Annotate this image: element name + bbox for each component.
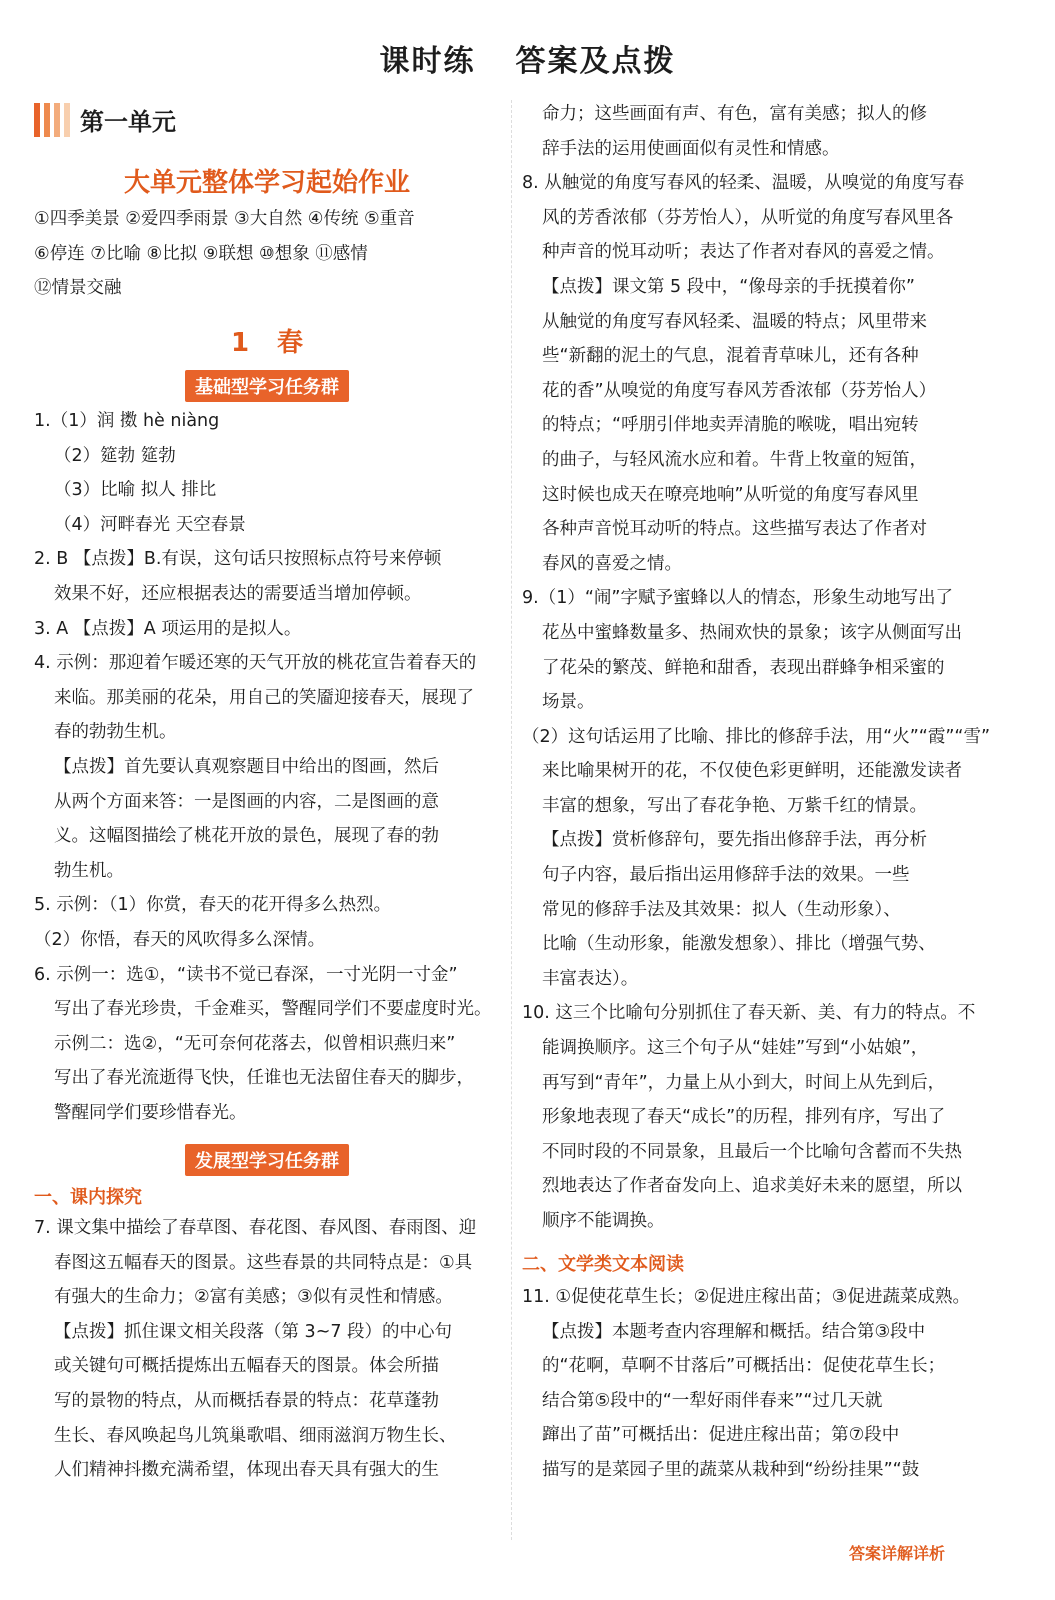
answer-line: 了花朵的繁茂、鲜艳和甜香，表现出群蜂争相采蜜的 — [542, 657, 945, 678]
unit-heading — [34, 102, 500, 137]
banner-dev — [34, 1144, 500, 1176]
answer-line: 勃生机。 — [54, 860, 124, 881]
answer-line: 来比喻果树开的花，不仅使色彩更鲜明，还能激发读者 — [542, 761, 962, 782]
answer-line: 丰富的想象，写出了春花争艳、万紫千红的情景。 — [542, 795, 927, 816]
answer-line: 春风的喜爱之情。 — [542, 553, 682, 574]
lesson-number: 1 — [230, 328, 250, 358]
answer-line: 比喻（生动形象，能激发想象）、排比（增强气势、 — [542, 934, 936, 955]
answers-dev-left — [34, 1211, 500, 1488]
page-title-right: 答案及点拨 — [515, 44, 676, 79]
answer-line: 【点拨】首先要认真观察题目中给出的图画，然后 — [54, 756, 439, 777]
answer-line: （2）这句话运用了比喻、排比的修辞手法，用“火”“霞”“雪” — [522, 726, 991, 747]
answer-line: 顺序不能调换。 — [542, 1211, 665, 1231]
answer-line: （2）你悟，春天的风吹得多么深情。 — [34, 929, 326, 950]
answer-line: 义。这幅图描绘了桃花开放的景色，展现了春的勃 — [54, 826, 439, 847]
lesson-title — [34, 322, 500, 359]
answer-line: 花丛中蜜蜂数量多、热闹欢快的景象；该字从侧面写出 — [542, 622, 962, 643]
vocab-line: ⑥停连 ⑦比喻 ⑧比拟 ⑨联想 ⑩想象 ⑪感情 — [34, 243, 368, 264]
banner-basic-label: 基础型学习任务群 — [185, 370, 349, 402]
answer-line: 1.（1）润 擞 hè niàng — [34, 411, 220, 431]
unit-stripes — [34, 103, 70, 137]
answer-line: 8. 从触觉的角度写春风的轻柔、温暖，从嗅觉的角度写春 — [522, 173, 965, 194]
sub-heading-inner: 一、课内探究 — [34, 1187, 142, 1208]
answer-line: 【点拨】抓住课文相关段落（第 3~7 段）的中心句 — [54, 1321, 453, 1342]
answer-line: 花的香”从嗅觉的角度写春风芳香浓郁（芬芳怡人） — [542, 380, 937, 401]
lesson-name: 春 — [277, 328, 304, 358]
answers-right — [522, 97, 1000, 1239]
answer-line: 示例二：选②，“无可奈何花落去，似曾相识燕归来” — [54, 1033, 456, 1054]
answer-line: （4）河畔春光 天空春景 — [54, 514, 246, 535]
page-title-left: 课时练 — [379, 44, 476, 79]
answer-line: 能调换顺序。这三个句子从“娃娃”写到“小姑娘”， — [542, 1038, 929, 1059]
answer-line: 的“花啊，草啊不甘落后”可概括出：促使花草生长； — [542, 1356, 946, 1377]
answer-line: 烈地表达了作者奋发向上、追求美好未来的愿望，所以 — [542, 1176, 962, 1197]
answer-line: 【点拨】课文第 5 段中，“像母亲的手抚摸着你” — [542, 276, 915, 297]
answer-line: 写的景物的特点，从而概括春景的特点：花草蓬勃 — [54, 1390, 439, 1411]
column-divider — [511, 100, 512, 1540]
answer-line: 风的芳香浓郁（芬芳怡人），从听觉的角度写春风里各 — [542, 207, 954, 228]
answer-line: 从两个方面来答：一是图画的内容，二是图画的意 — [54, 791, 439, 812]
answer-line: 6. 示例一：选①，“读书不觉已春深，一寸光阴一寸金” — [34, 964, 458, 985]
section-title: 大单元整体学习起始作业 — [123, 168, 410, 198]
answer-line: 种声音的悦耳动听；表达了作者对春风的喜爱之情。 — [542, 242, 945, 263]
answer-line: 警醒同学们要珍惜春光。 — [54, 1102, 247, 1123]
answer-line: 的曲子，与轻风流水应和着。牛背上牧童的短笛， — [542, 449, 927, 470]
answer-line: 春的勃勃生机。 — [54, 722, 177, 743]
banner-dev-label: 发展型学习任务群 — [185, 1144, 349, 1176]
answers-basic — [34, 404, 500, 1130]
answer-line: 蹿出了苗”可概括出：促进庄稼出苗；第⑦段中 — [542, 1425, 900, 1446]
answer-line: 生长、春风唤起鸟儿筑巢歌唱、细雨滋润万物生长、 — [54, 1425, 457, 1446]
page-title — [0, 36, 1055, 80]
answer-line: 场景。 — [542, 692, 595, 713]
answer-line: 【点拨】赏析修辞句，要先指出修辞手法，再分析 — [542, 830, 927, 851]
answer-line: 描写的是菜园子里的蔬菜从栽种到“纷纷挂果”“鼓 — [542, 1459, 920, 1480]
answer-line: 效果不好，还应根据表达的需要适当增加停顿。 — [54, 583, 422, 604]
answers-reading — [522, 1280, 1000, 1488]
unit-title: 第一单元 — [80, 108, 176, 136]
answer-line: 9.（1）“闹”字赋予蜜蜂以人的情态，形象生动地写出了 — [522, 588, 953, 609]
answer-line: 句子内容，最后指出运用修辞手法的效果。一些 — [542, 865, 910, 886]
answer-line: 常见的修辞手法及其效果：拟人（生动形象）、 — [542, 899, 901, 920]
answer-line: 来临。那美丽的花朵，用自己的笑靥迎接春天，展现了 — [54, 687, 474, 708]
answer-line: 5. 示例：（1）你赏，春天的花开得多么热烈。 — [34, 895, 392, 916]
answer-line: 3. A 【点拨】A 项运用的是拟人。 — [34, 618, 302, 639]
answer-line: 各种声音悦耳动听的特点。这些描写表达了作者对 — [542, 519, 927, 540]
answer-line: 有强大的生命力；②富有美感；③似有灵性和情感。 — [54, 1287, 453, 1308]
vocab-line: ①四季美景 ②爱四季雨景 ③大自然 ④传统 ⑤重音 — [34, 209, 415, 229]
answer-line: 春图这五幅春天的图景。这些春景的共同特点是：①具 — [54, 1252, 473, 1273]
sub-heading-reading: 二、文学类文本阅读 — [522, 1254, 684, 1275]
answer-line: 11. ①促使花草生长；②促进庄稼出苗；③促进蔬菜成熟。 — [522, 1287, 970, 1307]
vocab-line: ⑫情景交融 — [34, 278, 122, 299]
answer-line: 【点拨】本题考查内容理解和概括。结合第③段中 — [542, 1321, 926, 1342]
answer-line: 2. B 【点拨】B.有误，这句话只按照标点符号来停顿 — [34, 549, 442, 570]
answer-line: 或关键句可概括提炼出五幅春天的图景。体会所描 — [54, 1356, 439, 1377]
answer-line: 形象地表现了春天“成长”的历程，排列有序，写出了 — [542, 1107, 946, 1128]
answer-line: 命力；这些画面有声、有色，富有美感；拟人的修 — [542, 104, 927, 124]
answer-line: 人们精神抖擞充满希望，体现出春天具有强大的生 — [54, 1460, 439, 1481]
answer-line: 4. 示例：那迎着乍暖还寒的天气开放的桃花宣告着春天的 — [34, 653, 477, 674]
answer-line: 这时候也成天在嘹亮地响”从听觉的角度写春风里 — [542, 484, 919, 505]
answer-line: 写出了春光流逝得飞快，任谁也无法留住春天的脚步， — [54, 1068, 474, 1089]
answer-line: 从触觉的角度写春风轻柔、温暖的特点；风里带来 — [542, 311, 927, 332]
answer-line: 写出了春光珍贵，千金难买，警醒同学们不要虚度时光。 — [54, 999, 492, 1020]
answer-line: 丰富表达）。 — [542, 968, 639, 989]
footer-mark: 答案详解详析 — [848, 1544, 945, 1563]
banner-basic — [34, 370, 500, 402]
answer-line: 些“新翻的泥土的气息，混着青草味儿，还有各种 — [542, 346, 919, 367]
answer-line: 10. 这三个比喻句分别抓住了春天新、美、有力的特点。不 — [522, 1003, 976, 1024]
answer-line: 7. 课文集中描绘了春草图、春花图、春风图、春雨图、迎 — [34, 1218, 477, 1238]
answer-line: （2）筵勃 筵勃 — [54, 445, 176, 466]
answer-line: 辞手法的运用使画面似有灵性和情感。 — [542, 138, 840, 159]
answer-line: 不同时段的不同景象，且最后一个比喻句含蓄而不失热 — [542, 1141, 962, 1162]
answer-line: （3）比喻 拟人 排比 — [54, 480, 217, 501]
answer-line: 结合第⑤段中的“一犁好雨伴春来”“过几天就 — [542, 1390, 883, 1411]
vocab-list — [34, 202, 500, 306]
answer-line: 再写到“青年”，力量上从小到大，时间上从先到后， — [542, 1072, 946, 1093]
answer-line: 的特点；“呼朋引伴地卖弄清脆的喉咙，唱出宛转 — [542, 415, 919, 436]
